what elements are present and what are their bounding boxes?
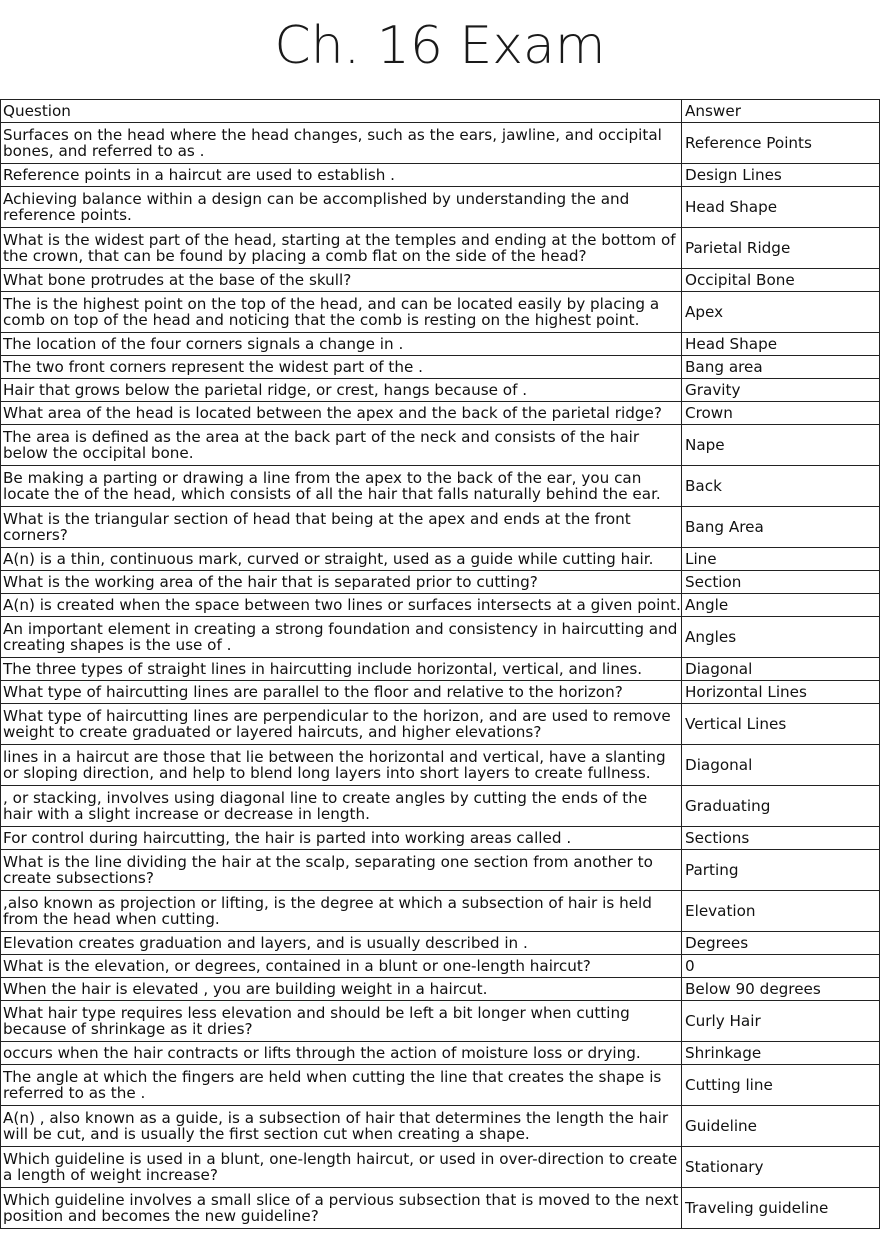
table-row bbox=[1, 333, 880, 356]
question-cell: What area of the head is located between the apex and the back of the parietal ridge? bbox=[1, 402, 682, 425]
question-cell: A(n) is a thin, continuous mark, curved or straight, used as a guide while cutting hair. bbox=[1, 548, 682, 571]
question-cell: The area is defined as the area at the back part of the neck and consists of the hair below the occipital bone. bbox=[1, 425, 682, 466]
table-row bbox=[1, 164, 880, 187]
table-row bbox=[1, 1147, 880, 1188]
table-row bbox=[1, 1042, 880, 1065]
table-row bbox=[1, 379, 880, 402]
answer-cell: Reference Points bbox=[682, 123, 880, 164]
table-row bbox=[1, 978, 880, 1001]
question-cell: lines in a haircut are those that lie between the horizontal and vertical, have a slanting or sloping direction, and help to blend long layers into short layers to create fullness. bbox=[1, 745, 682, 786]
answer-cell: Cutting line bbox=[682, 1065, 880, 1106]
question-cell: Which guideline is used in a blunt, one-length haircut, or used in over-direction to create a length of weight increase? bbox=[1, 1147, 682, 1188]
exam-table bbox=[0, 99, 880, 1229]
question-cell: What hair type requires less elevation and should be left a bit longer when cutting because of shrinkage as it dries? bbox=[1, 1001, 682, 1042]
question-cell: What type of haircutting lines are perpendicular to the horizon, and are used to remove weight to create graduated or layered haircuts, and higher elevations? bbox=[1, 704, 682, 745]
question-cell: What is the line dividing the hair at the scalp, separating one section from another to create subsections? bbox=[1, 850, 682, 891]
question-cell: A(n) , also known as a guide, is a subsection of hair that determines the length the hair will be cut, and is usually the first section cut when creating a shape. bbox=[1, 1106, 682, 1147]
answer-cell: Angle bbox=[682, 594, 880, 617]
answer-cell: Diagonal bbox=[682, 745, 880, 786]
question-cell: What is the triangular section of head that being at the apex and ends at the front corners? bbox=[1, 507, 682, 548]
table-row bbox=[1, 507, 880, 548]
question-cell: What is the widest part of the head, starting at the temples and ending at the bottom of the crown, that can be found by placing a comb flat on the side of the head? bbox=[1, 228, 682, 269]
question-cell: What type of haircutting lines are parallel to the floor and relative to the horizon? bbox=[1, 681, 682, 704]
answer-cell: Head Shape bbox=[682, 333, 880, 356]
question-cell: For control during haircutting, the hair is parted into working areas called . bbox=[1, 827, 682, 850]
table-row bbox=[1, 827, 880, 850]
answer-cell: Bang area bbox=[682, 356, 880, 379]
table-row bbox=[1, 548, 880, 571]
answer-cell: Design Lines bbox=[682, 164, 880, 187]
question-cell: Reference points in a haircut are used to establish . bbox=[1, 164, 682, 187]
table-row bbox=[1, 955, 880, 978]
answer-cell: Diagonal bbox=[682, 658, 880, 681]
answer-cell: Below 90 degrees bbox=[682, 978, 880, 1001]
answer-cell: Apex bbox=[682, 292, 880, 333]
table-row bbox=[1, 292, 880, 333]
answer-cell: Shrinkage bbox=[682, 1042, 880, 1065]
answer-cell: Guideline bbox=[682, 1106, 880, 1147]
table-row bbox=[1, 1188, 880, 1229]
question-cell: Which guideline involves a small slice of a pervious subsection that is moved to the next position and becomes the new guideline? bbox=[1, 1188, 682, 1229]
answer-cell: Parietal Ridge bbox=[682, 228, 880, 269]
table-row bbox=[1, 850, 880, 891]
answer-cell: Line bbox=[682, 548, 880, 571]
answer-cell: Vertical Lines bbox=[682, 704, 880, 745]
question-cell: Surfaces on the head where the head changes, such as the ears, jawline, and occipital bones, and referred to as . bbox=[1, 123, 682, 164]
page-title: Ch. 16 Exam bbox=[274, 16, 606, 76]
column-header-answer: Answer bbox=[682, 100, 880, 123]
table-row bbox=[1, 123, 880, 164]
question-cell: Be making a parting or drawing a line from the apex to the back of the ear, you can locate the of the head, which consists of all the hair that falls naturally behind the ear. bbox=[1, 466, 682, 507]
question-cell: occurs when the hair contracts or lifts through the action of moisture loss or drying. bbox=[1, 1042, 682, 1065]
question-cell: The angle at which the fingers are held when cutting the line that creates the shape is referred to as the . bbox=[1, 1065, 682, 1106]
table-row bbox=[1, 786, 880, 827]
table-row bbox=[1, 402, 880, 425]
question-cell: Elevation creates graduation and layers, and is usually described in . bbox=[1, 932, 682, 955]
answer-cell: Traveling guideline bbox=[682, 1188, 880, 1229]
question-cell: An important element in creating a strong foundation and consistency in haircutting and creating shapes is the use of . bbox=[1, 617, 682, 658]
answer-cell: Parting bbox=[682, 850, 880, 891]
table-row bbox=[1, 681, 880, 704]
table-header-row bbox=[1, 100, 880, 123]
table-row bbox=[1, 466, 880, 507]
table-row bbox=[1, 356, 880, 379]
table-row bbox=[1, 228, 880, 269]
question-cell: The is the highest point on the top of the head, and can be located easily by placing a comb on top of the head and noticing that the comb is resting on the highest point. bbox=[1, 292, 682, 333]
table-row bbox=[1, 704, 880, 745]
question-cell: What bone protrudes at the base of the skull? bbox=[1, 269, 682, 292]
question-cell: Hair that grows below the parietal ridge, or crest, hangs because of . bbox=[1, 379, 682, 402]
table-row bbox=[1, 425, 880, 466]
question-cell: Achieving balance within a design can be accomplished by understanding the and reference points. bbox=[1, 187, 682, 228]
answer-cell: Degrees bbox=[682, 932, 880, 955]
table-row bbox=[1, 932, 880, 955]
question-cell: What is the elevation, or degrees, contained in a blunt or one-length haircut? bbox=[1, 955, 682, 978]
question-cell: What is the working area of the hair that is separated prior to cutting? bbox=[1, 571, 682, 594]
table-row bbox=[1, 571, 880, 594]
answer-cell: 0 bbox=[682, 955, 880, 978]
question-cell: ,also known as projection or lifting, is the degree at which a subsection of hair is held from the head when cutting. bbox=[1, 891, 682, 932]
answer-cell: Graduating bbox=[682, 786, 880, 827]
answer-cell: Curly Hair bbox=[682, 1001, 880, 1042]
answer-cell: Head Shape bbox=[682, 187, 880, 228]
answer-cell: Occipital Bone bbox=[682, 269, 880, 292]
question-cell: A(n) is created when the space between two lines or surfaces intersects at a given point. bbox=[1, 594, 682, 617]
answer-cell: Back bbox=[682, 466, 880, 507]
answer-cell: Nape bbox=[682, 425, 880, 466]
table-row bbox=[1, 891, 880, 932]
question-cell: , or stacking, involves using diagonal line to create angles by cutting the ends of the hair with a slight increase or decrease in length. bbox=[1, 786, 682, 827]
table-row bbox=[1, 1106, 880, 1147]
table-row bbox=[1, 594, 880, 617]
table-row bbox=[1, 617, 880, 658]
answer-cell: Gravity bbox=[682, 379, 880, 402]
table-row bbox=[1, 1065, 880, 1106]
question-cell: The three types of straight lines in haircutting include horizontal, vertical, and lines. bbox=[1, 658, 682, 681]
answer-cell: Horizontal Lines bbox=[682, 681, 880, 704]
table-row bbox=[1, 658, 880, 681]
table-row bbox=[1, 745, 880, 786]
answer-cell: Elevation bbox=[682, 891, 880, 932]
question-cell: When the hair is elevated , you are building weight in a haircut. bbox=[1, 978, 682, 1001]
answer-cell: Section bbox=[682, 571, 880, 594]
answer-cell: Angles bbox=[682, 617, 880, 658]
table-row bbox=[1, 269, 880, 292]
answer-cell: Sections bbox=[682, 827, 880, 850]
question-cell: The location of the four corners signals a change in . bbox=[1, 333, 682, 356]
table-row bbox=[1, 187, 880, 228]
answer-cell: Stationary bbox=[682, 1147, 880, 1188]
column-header-question: Question bbox=[1, 100, 682, 123]
table-row bbox=[1, 1001, 880, 1042]
question-cell: The two front corners represent the widest part of the . bbox=[1, 356, 682, 379]
answer-cell: Crown bbox=[682, 402, 880, 425]
answer-cell: Bang Area bbox=[682, 507, 880, 548]
